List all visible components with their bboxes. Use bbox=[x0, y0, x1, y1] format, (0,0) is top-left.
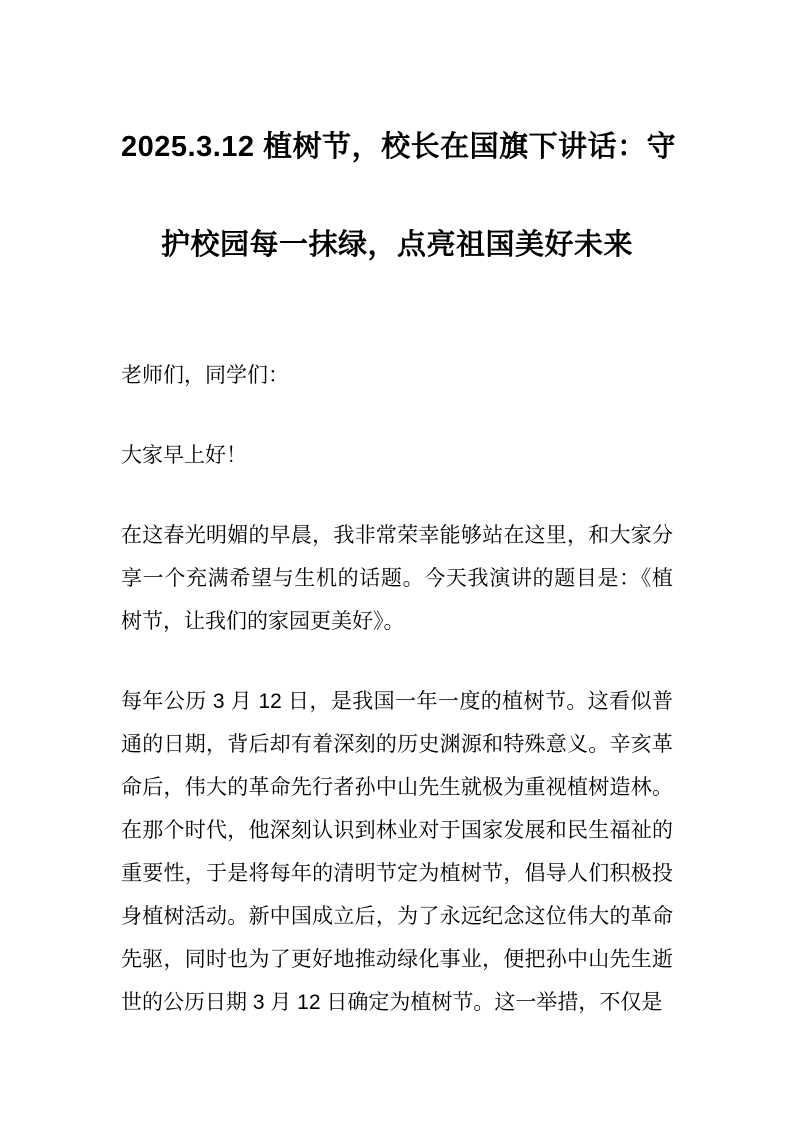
paragraph-greeting: 大家早上好！ bbox=[121, 444, 247, 467]
document-title-line-1: 2025.3.12 植树节，校长在国旗下讲话：守 bbox=[121, 131, 677, 163]
document-title-line-2: 护校园每一抹绿，点亮祖国美好未来 bbox=[160, 229, 633, 261]
paragraph-arbor-day-history: 每年公历 3 月 12 日，是我国一年一度的植树节。这看似普通的日期，背后却有着深刻的历史渊源和特殊意义。辛亥革命后，伟大的革命先行者孙中山先生就极为重视植树造林。在那个时代，他深刻认识到林业对于国家发展和民生福祉的重要性，于是将每年的清明节定为植树节，倡导人们积极投身植树活动。新中国成立后，为了永远纪念这位伟大的革命先驱，同时也为了更好地推动绿化事业，便把孙中山先生逝世的公历日期 3 月 12 日确定为植树节。这一举措，不仅是 bbox=[121, 690, 673, 1014]
paragraph-speech-intro: 在这春光明媚的早晨，我非常荣幸能够站在这里，和大家分享一个充满希望与生机的话题。今天我演讲的题目是：《植树节，让我们的家园更美好》。 bbox=[121, 524, 673, 633]
paragraph-salutation: 老师们，同学们： bbox=[121, 364, 289, 387]
document-body bbox=[121, 354, 673, 1024]
document-title bbox=[121, 98, 677, 294]
